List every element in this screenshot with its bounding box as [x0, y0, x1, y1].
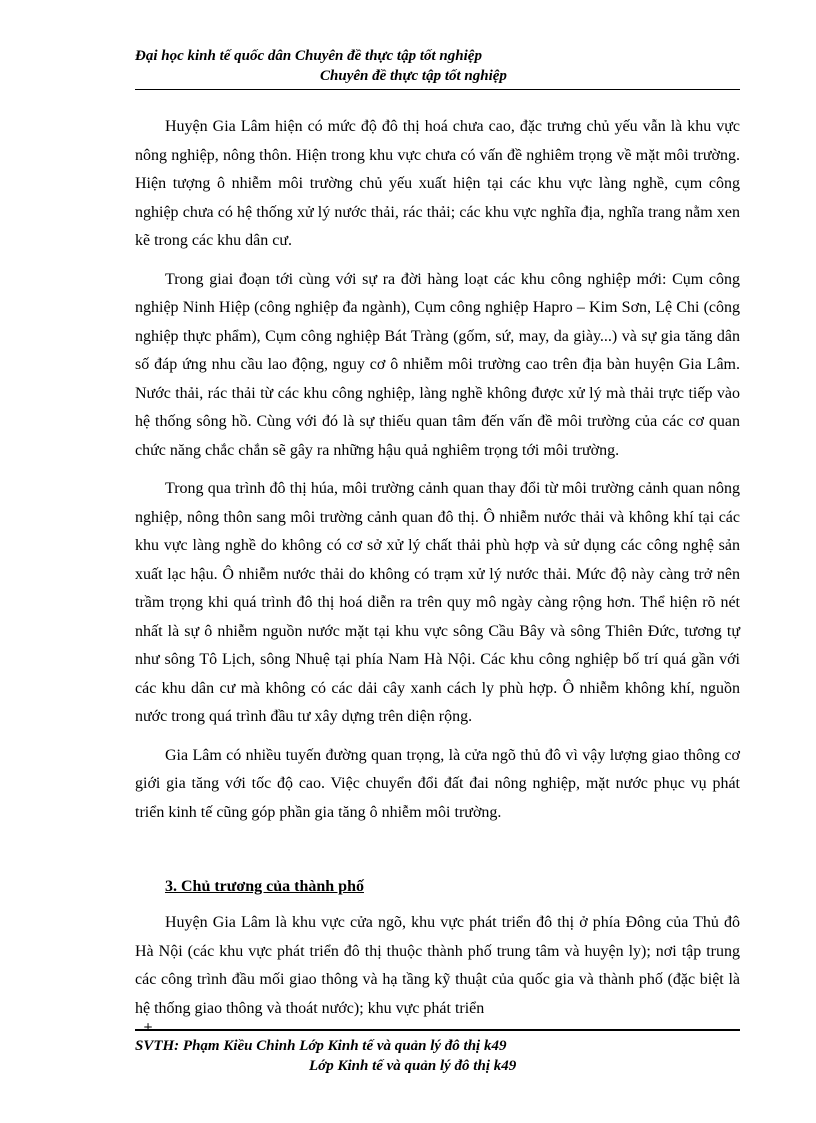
paragraph: Gia Lâm có nhiều tuyến đường quan trọng, là cửa ngõ thủ đô vì vậy lượng giao thông cơ giới gia tăng với tốc độ cao. Việc chuyển đổi đất đai nông nghiệp, mặt nước phục vụ phát triển kinh tế cũng góp phần gia tăng ô nhiễm môi trường. — [135, 746, 740, 821]
paragraph: Trong qua trình đô thị húa, môi trường cảnh quan thay đổi từ môi trường cảnh quan nông nghiệp, nông thôn sang môi trường cảnh quan đô thị. Ô nhiễm nước thải và không khí tại các khu vực làng nghề do không có cơ sở xử lý chất thải phù hợp và sử dụng các công nghệ sản xuất lạc hậu. Ô nhiễm nước thải do không có trạm xử lý nước thải. Mức độ này càng trở nên trầm trọng khi quá trình đô thị hoá diễn ra trên quy mô ngày càng rộng hơn. Thể hiện rõ nét nhất là sự ô nhiễm nguồn nước mặt tại khu vực sông Cầu Bây và sông Thiên Đức, tương tự như sông Tô Lịch, sông Nhuệ tại phía Nam Hà Nội. Các khu công nghiệp bố trí quá gần với các khu dân cư mà không có các dải cây xanh cách ly phù hợp. Ô nhiễm không khí, nguồn nước trong quá trình đầu tư xây dựng trên diện rộng. — [135, 480, 740, 725]
paragraph: Huyện Gia Lâm hiện có mức độ đô thị hoá chưa cao, đặc trưng chủ yếu vẫn là khu vực nông nghiệp, nông thôn. Hiện trong khu vực chưa có vấn đề nghiêm trọng về mặt môi trường. Hiện tượng ô nhiễm môi trường chủ yếu xuất hiện tại các khu vực làng nghề, cụm công nghiệp chưa có hệ thống xử lý nước thải, rác thải; các khu vực nghĩa địa, nghĩa trang nằm xen kẽ trong các khu dân cư. — [135, 118, 740, 249]
footer-class: Lớp Kinh tế và quản lý đô thị k49 — [309, 1058, 517, 1074]
footer-author: SVTH: Phạm Kiều Chinh Lớp Kinh tế và quản lý đô thị k49 — [135, 1038, 507, 1054]
page-header — [135, 46, 740, 86]
section-paragraph: Huyện Gia Lâm là khu vực cửa ngõ, khu vực phát triển đô thị ở phía Đông của Thủ đô Hà Nội (các khu vực phát triển đô thị thuộc thành phố trung tâm và huyện ly); nơi tập trung các công trình đầu mối giao thông và hạ tầng kỹ thuật của quốc gia và thành phố (đặc biệt là hệ thống giao thông và thoát nước); khu vực phát triển — [135, 914, 740, 1017]
section-heading — [135, 873, 740, 901]
header-divider — [135, 89, 740, 90]
footer-mark: + — [143, 1020, 154, 1034]
header-title: Đại học kinh tế quốc dân Chuyên đề thực tập tốt nghiệp — [135, 48, 482, 64]
footer-divider — [135, 1029, 740, 1031]
paragraph: Trong giai đoạn tới cùng với sự ra đời hàng loạt các khu công nghiệp mới: Cụm công nghiệp Ninh Hiệp (công nghiệp đa ngành), Cụm công nghiệp Hapro – Kim Sơn, Lệ Chi (công nghiệp thực phẩm), Cụm công nghiệp Bát Tràng (gốm, sứ, may, da giày...) và sự gia tăng dân số đáp ứng nhu cầu lao động, nguy cơ ô nhiễm môi trường cao trên địa bàn huyện Gia Lâm. Nước thải, rác thải từ các khu công nghiệp, làng nghề không được xử lý mà thải trực tiếp vào hệ thống sông hồ. Cùng với đó là sự thiếu quan tâm đến vấn đề môi trường của các cơ quan chức năng chắc chắn sẽ gây ra những hậu quả nghiêm trọng tới môi trường. — [135, 270, 740, 459]
document-body — [135, 113, 740, 1033]
header-subtitle: Chuyên đề thực tập tốt nghiệp — [320, 68, 507, 84]
section-heading-text: 3. Chủ trương của thành phố — [165, 878, 364, 895]
page-footer — [135, 1036, 740, 1076]
